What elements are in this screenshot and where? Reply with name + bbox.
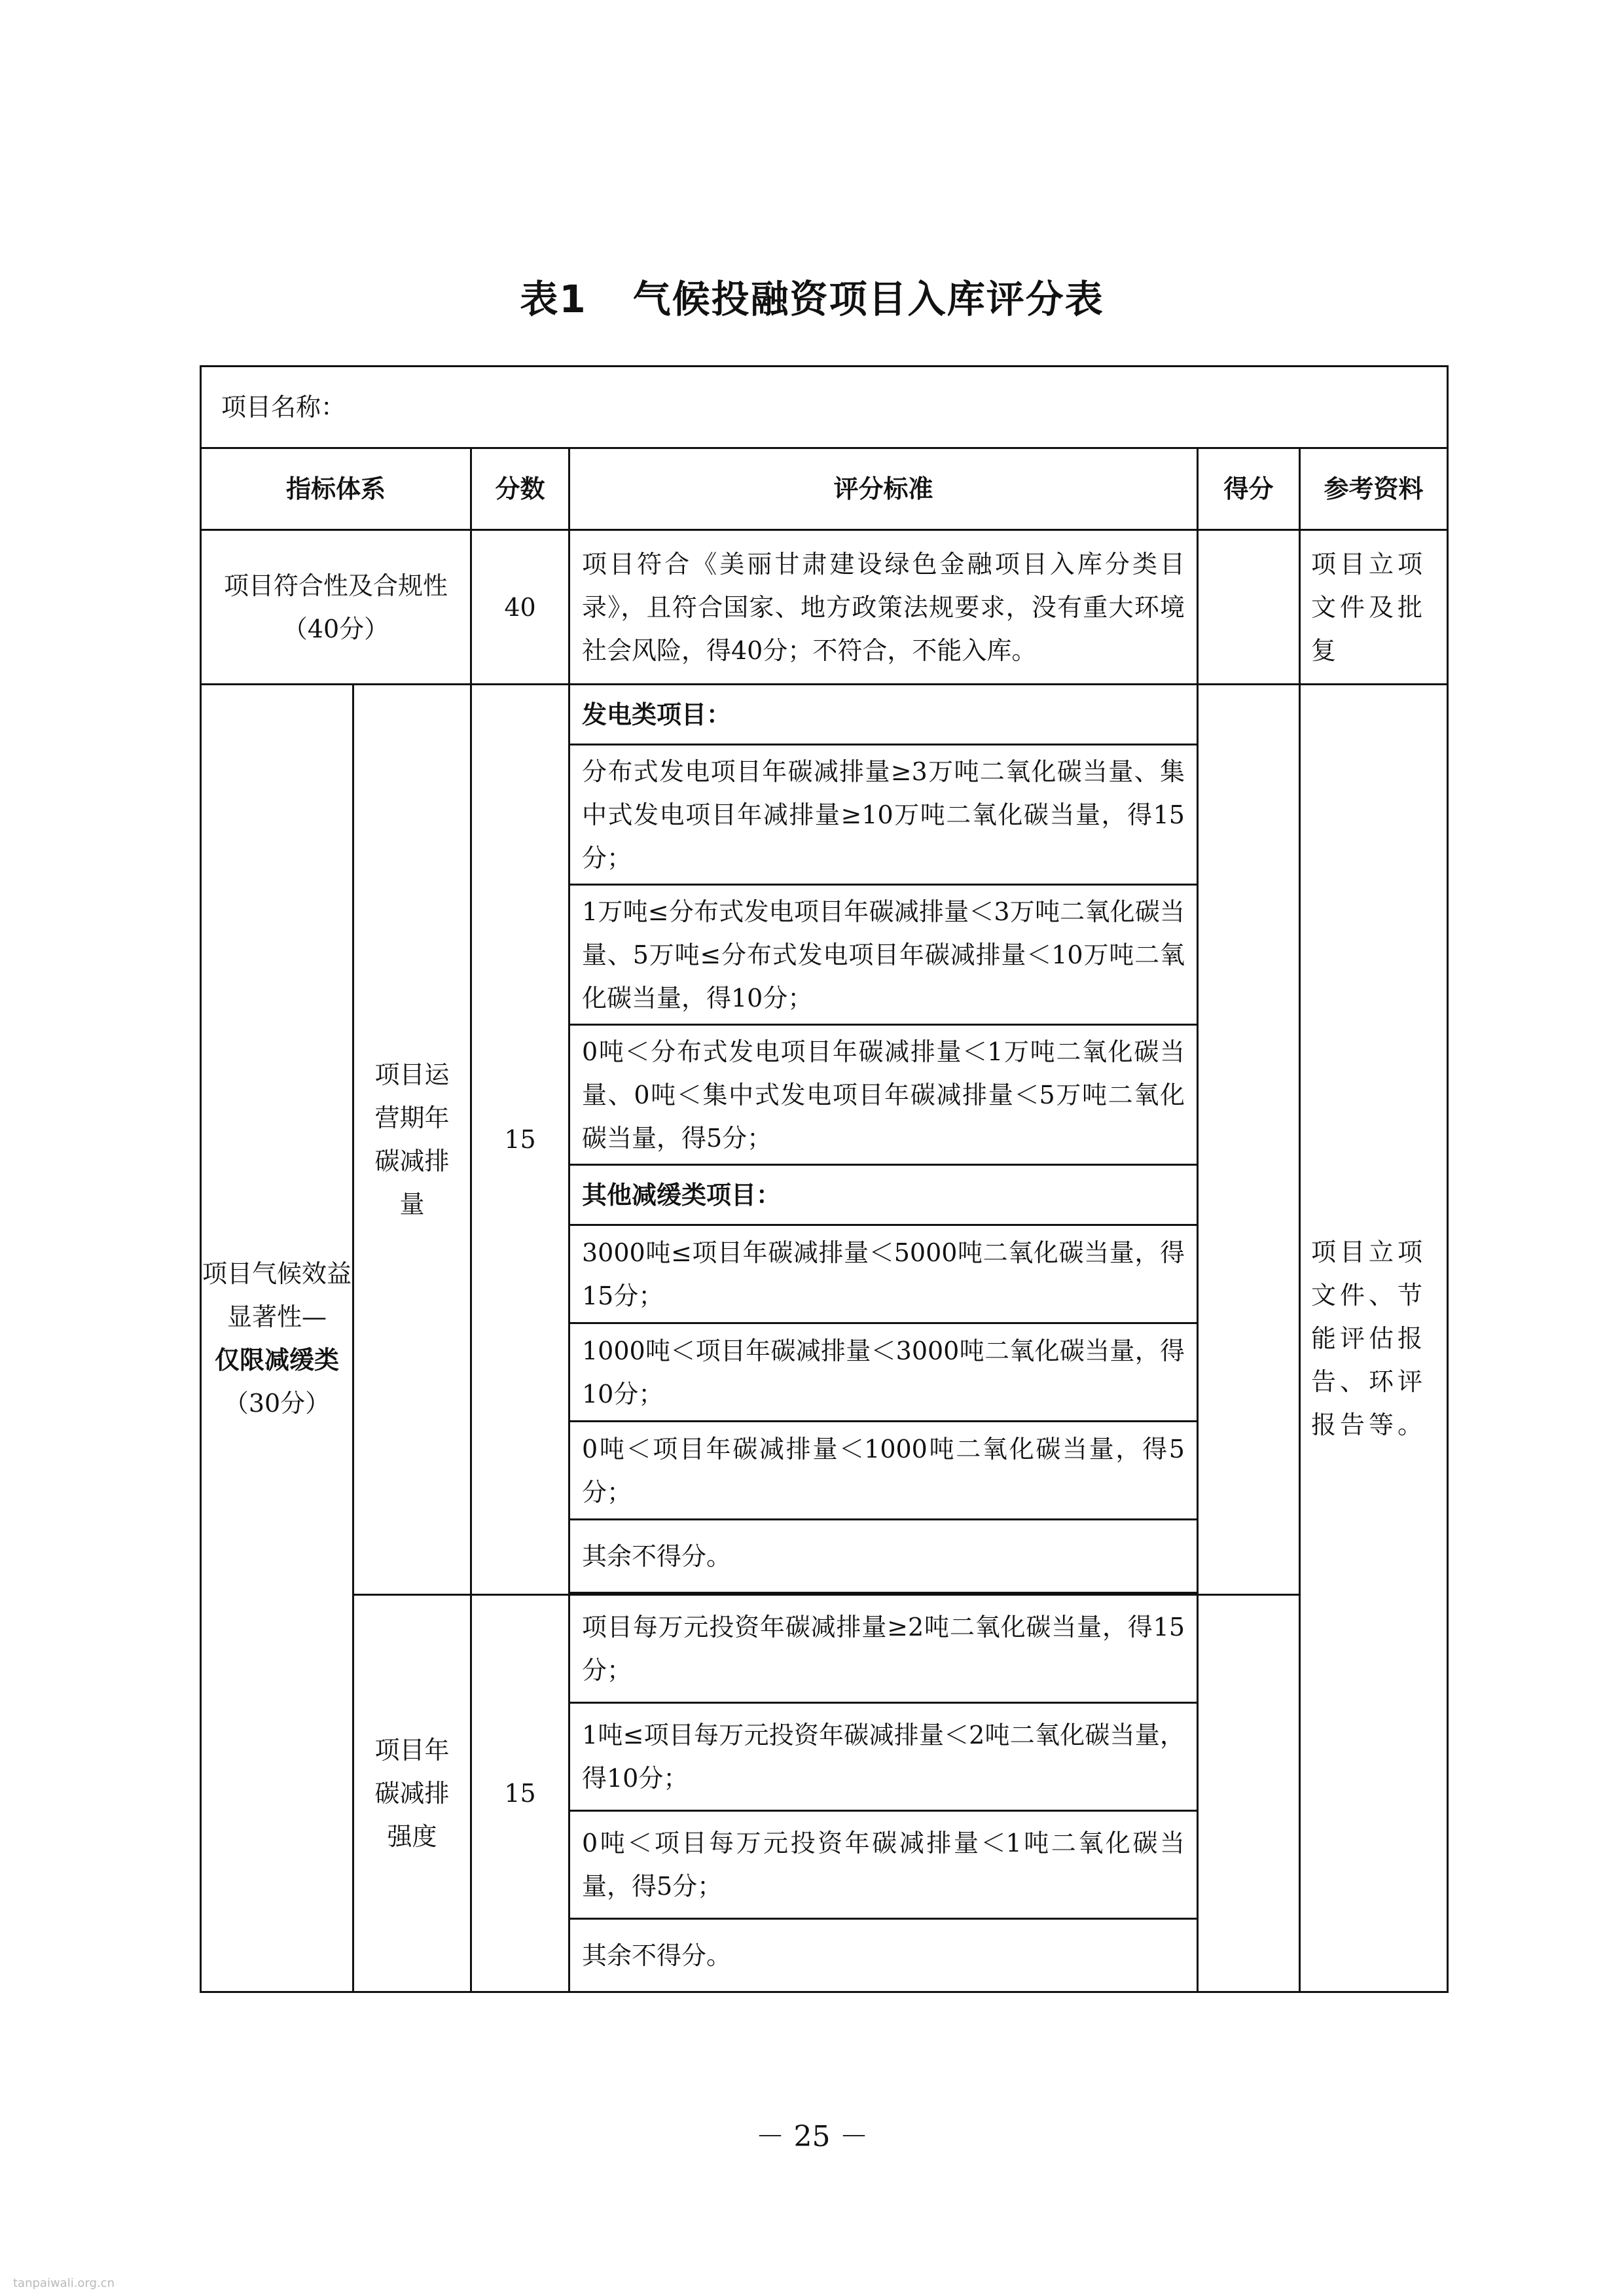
- compliance-got-cell[interactable]: [1198, 530, 1300, 685]
- climate-benefit-scope: 仅限减缓类: [214, 1345, 339, 1374]
- scoring-table: [200, 365, 1449, 1993]
- reduction-intensity-indicator: 项目年碳减排强度: [353, 1595, 471, 1992]
- page-title: [0, 268, 1624, 323]
- power-projects-heading: 发电类项目：: [569, 685, 1198, 745]
- annual-reduction-indicator: 项目运营期年碳减排量: [353, 685, 471, 1595]
- climate-benefit-indicator: [201, 685, 353, 1992]
- criteria-text: 3000吨≤项目年碳减排量＜5000吨二氧化碳当量，得15分；: [569, 1225, 1198, 1323]
- criteria-row: [201, 685, 1448, 745]
- header-reference: 参考资料: [1300, 448, 1448, 530]
- compliance-indicator-name: 项目符合性及合规性: [223, 571, 448, 600]
- criteria-text: 其余不得分。: [569, 1520, 1198, 1593]
- annual-reduction-got-cell[interactable]: [1198, 685, 1300, 1595]
- criteria-text: 0吨＜项目每万元投资年碳减排量＜1吨二氧化碳当量，得5分；: [569, 1811, 1198, 1919]
- criteria-text: 1000吨＜项目年碳减排量＜3000吨二氧化碳当量，得10分；: [569, 1323, 1198, 1422]
- compliance-row: [201, 530, 1448, 685]
- criteria-text: 分布式发电项目年碳减排量≥3万吨二氧化碳当量、集中式发电项目年减排量≥10万吨二氧化碳当量，得15分；: [569, 745, 1198, 885]
- criteria-text: 0吨＜项目年碳减排量＜1000吨二氧化碳当量，得5分；: [569, 1422, 1198, 1520]
- criteria-text: 项目每万元投资年碳减排量≥2吨二氧化碳当量，得15分；: [569, 1595, 1198, 1703]
- climate-benefit-reference: 项目立项文件、节能评估报告、环评报告等。: [1300, 685, 1448, 1992]
- table-number: 表1: [520, 277, 587, 321]
- climate-benefit-label: 项目气候效益显著性—: [202, 1259, 352, 1331]
- criteria-text: 0吨＜分布式发电项目年碳减排量＜1万吨二氧化碳当量、0吨＜集中式发电项目年碳减排量＜5万吨二氧化碳当量，得5分；: [569, 1025, 1198, 1165]
- annual-reduction-score: 15: [471, 685, 569, 1595]
- criteria-text: 1万吨≤分布式发电项目年碳减排量＜3万吨二氧化碳当量、5万吨≤分布式发电项目年碳减排量＜10万吨二氧化碳当量，得10分；: [569, 885, 1198, 1025]
- header-criteria: 评分标准: [569, 448, 1198, 530]
- project-name-label: 项目名称：: [201, 367, 1448, 448]
- compliance-indicator-points: （40分）: [282, 614, 389, 643]
- compliance-reference: 项目立项文件及批复: [1300, 530, 1448, 685]
- header-indicator: 指标体系: [201, 448, 471, 530]
- criteria-row: [201, 1595, 1448, 1703]
- other-projects-heading: 其他减缓类项目：: [569, 1165, 1198, 1225]
- reduction-intensity-got-cell[interactable]: [1198, 1595, 1300, 1992]
- compliance-indicator: [201, 530, 471, 685]
- header-score: 分数: [471, 448, 569, 530]
- compliance-score: 40: [471, 530, 569, 685]
- reduction-intensity-score: 15: [471, 1595, 569, 1992]
- page-number: － 25 －: [755, 2120, 869, 2153]
- header-row: [201, 448, 1448, 530]
- compliance-criteria: 项目符合《美丽甘肃建设绿色金融项目入库分类目录》，且符合国家、地方政策法规要求，没有重大环境社会风险，得40分；不符合，不能入库。: [569, 530, 1198, 685]
- table-title: 气候投融资项目入库评分表: [632, 277, 1104, 321]
- criteria-text: 其余不得分。: [569, 1919, 1198, 1992]
- project-name-row: [201, 367, 1448, 448]
- watermark: tanpaiwali.org.cn: [13, 2276, 115, 2290]
- criteria-text: 1吨≤项目每万元投资年碳减排量＜2吨二氧化碳当量，得10分；: [569, 1703, 1198, 1811]
- climate-benefit-points: （30分）: [223, 1388, 331, 1418]
- header-got: 得分: [1198, 448, 1300, 530]
